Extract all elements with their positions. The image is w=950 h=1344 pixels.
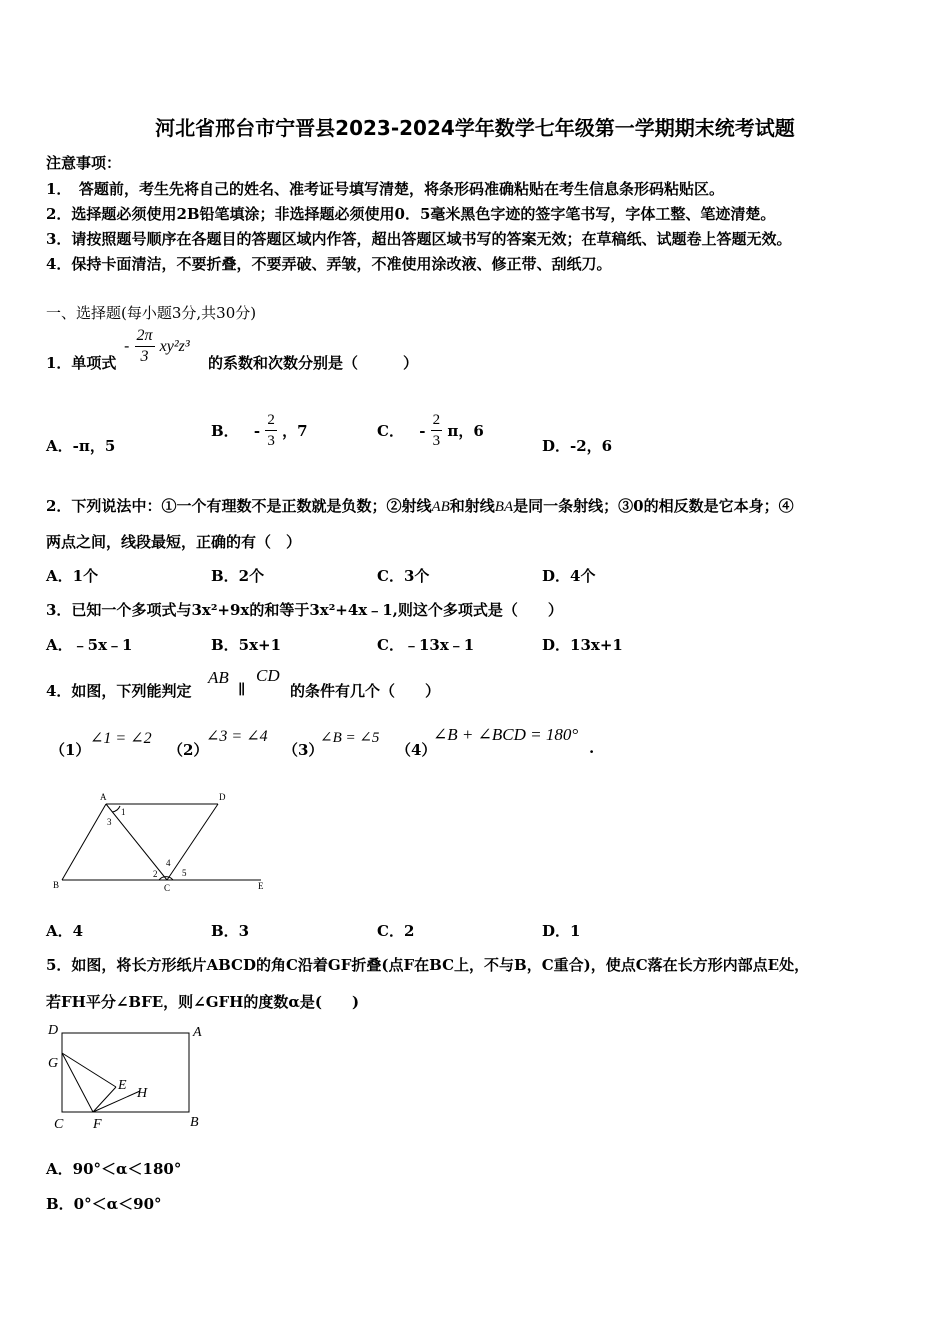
notice-item: 3．请按照题号顺序在各题目的答题区域内作答，超出答题区域书写的答案无效；在草稿纸、试题卷上答题无效。 — [46, 230, 792, 248]
cond-label: （1） — [50, 741, 91, 759]
line-ab — [62, 804, 106, 880]
label-e: E — [258, 881, 264, 891]
label-a: A — [100, 792, 107, 802]
q4-suffix: 的条件有几个（ ） — [290, 682, 441, 700]
q1-option-a[interactable]: A．-π，5 — [46, 437, 116, 455]
cond-expr: ∠B = ∠5 — [320, 730, 380, 746]
q2-option-a[interactable]: A．1个 — [46, 567, 99, 585]
q2-line2: 两点之间，线段最短，正确的有（ ） — [46, 533, 302, 551]
q5-option-b[interactable]: B．0°＜α＜90° — [46, 1195, 162, 1213]
q3-option-b[interactable]: B．5x+1 — [211, 636, 282, 654]
fraction — [135, 326, 155, 367]
fraction — [265, 410, 277, 451]
q1-option-d[interactable]: D．-2，6 — [542, 437, 613, 455]
cond-label: （2） — [168, 741, 209, 759]
option-tail: ，7 — [282, 422, 308, 440]
q4-prefix: 4．如图，下列能判定 — [46, 682, 192, 700]
angle-arc — [112, 806, 120, 812]
cond-expr: ∠1 = ∠2 — [90, 730, 152, 747]
notice-item: 4．保持卡面清洁，不要折叠，不要弄破、弄皱，不准使用涂改液、修正带、刮纸刀。 — [46, 255, 612, 273]
q1-expression — [124, 326, 190, 367]
minus-sign: - — [253, 421, 261, 440]
line-dc — [167, 804, 218, 880]
notice-heading: 注意事项： — [46, 154, 122, 172]
segment-ab: AB — [208, 668, 229, 687]
q4-option-c[interactable]: C．2 — [377, 922, 415, 940]
ray-ba: BA — [494, 499, 514, 515]
q2-text: 和射线 — [449, 497, 495, 515]
q2-text: 是同一条射线；③0的相反数是它本身；④ — [513, 497, 794, 515]
cond-label: （3） — [283, 741, 324, 759]
q4-option-a[interactable]: A．4 — [46, 922, 84, 940]
cond-expr: ∠3 = ∠4 — [206, 728, 268, 745]
q3-option-c[interactable]: C．﹣13x﹣1 — [377, 636, 475, 654]
fraction — [431, 410, 443, 451]
variable-part: xy²z³ — [159, 338, 190, 355]
q2-option-c[interactable]: C．3个 — [377, 567, 430, 585]
minus-sign: - — [124, 336, 130, 355]
option-label: B． — [211, 422, 239, 440]
label-2: 2 — [153, 869, 158, 879]
fold-line-gf — [62, 1053, 93, 1112]
label-3: 3 — [107, 817, 112, 827]
cond-label: （4） — [396, 741, 437, 759]
minus-sign: - — [419, 421, 426, 440]
numerator: 2 — [431, 410, 443, 431]
label-5: 5 — [182, 868, 187, 878]
cond-expr: ∠B + ∠BCD = 180° — [433, 725, 579, 744]
q2-text: 2．下列说法中：①一个有理数不是正数就是负数；②射线 — [46, 497, 432, 515]
label-e: E — [118, 1078, 127, 1093]
ray-ab: AB — [431, 499, 450, 515]
q5-line1: 5．如图，将长方形纸片ABCD的角C沿着GF折叠(点F在BC上，不与B，C重合)，使点C落在长方形内部点E处， — [46, 956, 810, 974]
q3-option-a[interactable]: A．﹣5x﹣1 — [46, 636, 133, 654]
line-fe — [93, 1087, 116, 1112]
parallel-symbol: ∥ — [238, 682, 246, 698]
denominator: 3 — [267, 433, 275, 449]
line-ge — [62, 1053, 116, 1087]
q1-suffix: 的系数和次数分别是（ ） — [208, 354, 419, 372]
label-d: D — [48, 1023, 59, 1038]
line-fh — [93, 1091, 140, 1112]
label-a: A — [193, 1025, 202, 1040]
label-h: H — [137, 1086, 148, 1101]
label-c: C — [164, 883, 171, 893]
label-4: 4 — [166, 858, 171, 868]
q5-figure — [44, 1020, 214, 1135]
numerator: 2 — [265, 410, 277, 431]
q3-option-d[interactable]: D．13x+1 — [542, 636, 623, 654]
end-dot: . — [589, 739, 595, 757]
denominator: 3 — [140, 348, 149, 365]
q2-line1 — [46, 495, 794, 516]
notice-item: 2．选择题必须使用2B铅笔填涂；非选择题必须使用0．5毫米黑色字迹的签字笔书写，字体工整、笔迹清楚。 — [46, 205, 776, 223]
numerator: 2π — [135, 326, 155, 347]
q1-option-c[interactable] — [377, 410, 484, 451]
segment-cd: CD — [256, 666, 280, 685]
q5-option-a[interactable]: A．90°＜α＜180° — [46, 1160, 182, 1178]
label-b: B — [53, 880, 60, 890]
label-1: 1 — [121, 807, 126, 817]
label-c: C — [54, 1117, 64, 1132]
q2-option-b[interactable]: B．2个 — [211, 567, 265, 585]
notice-item: 1． 答题前，考生先将自己的姓名、准考证号填写清楚，将条形码准确粘贴在考生信息条形码粘贴区。 — [46, 180, 724, 198]
label-g: G — [48, 1056, 59, 1071]
label-d: D — [219, 792, 226, 802]
line-ac — [106, 804, 167, 880]
q5-line2: 若FH平分∠BFE，则∠GFH的度数α是( ) — [46, 993, 360, 1011]
q1-prefix: 1．单项式 — [46, 354, 117, 372]
q1-option-b[interactable] — [211, 410, 308, 451]
q4-figure — [46, 788, 276, 898]
q4-option-d[interactable]: D．1 — [542, 922, 581, 940]
page-title: 河北省邢台市宁晋县2023-2024学年数学七年级第一学期期末统考试题 — [155, 116, 795, 140]
q3-stem: 3．已知一个多项式与3x²+9x的和等于3x²+4x﹣1,则这个多项式是（ ） — [46, 601, 563, 619]
option-tail: π，6 — [447, 422, 484, 440]
denominator: 3 — [432, 433, 441, 449]
label-b: B — [190, 1115, 199, 1130]
label-f: F — [93, 1117, 102, 1132]
rectangle-abcd — [62, 1033, 189, 1112]
section-heading: 一、选择题(每小题3分,共30分) — [46, 304, 257, 322]
option-label: C． — [377, 422, 404, 440]
q2-option-d[interactable]: D．4个 — [542, 567, 596, 585]
q4-option-b[interactable]: B．3 — [211, 922, 250, 940]
